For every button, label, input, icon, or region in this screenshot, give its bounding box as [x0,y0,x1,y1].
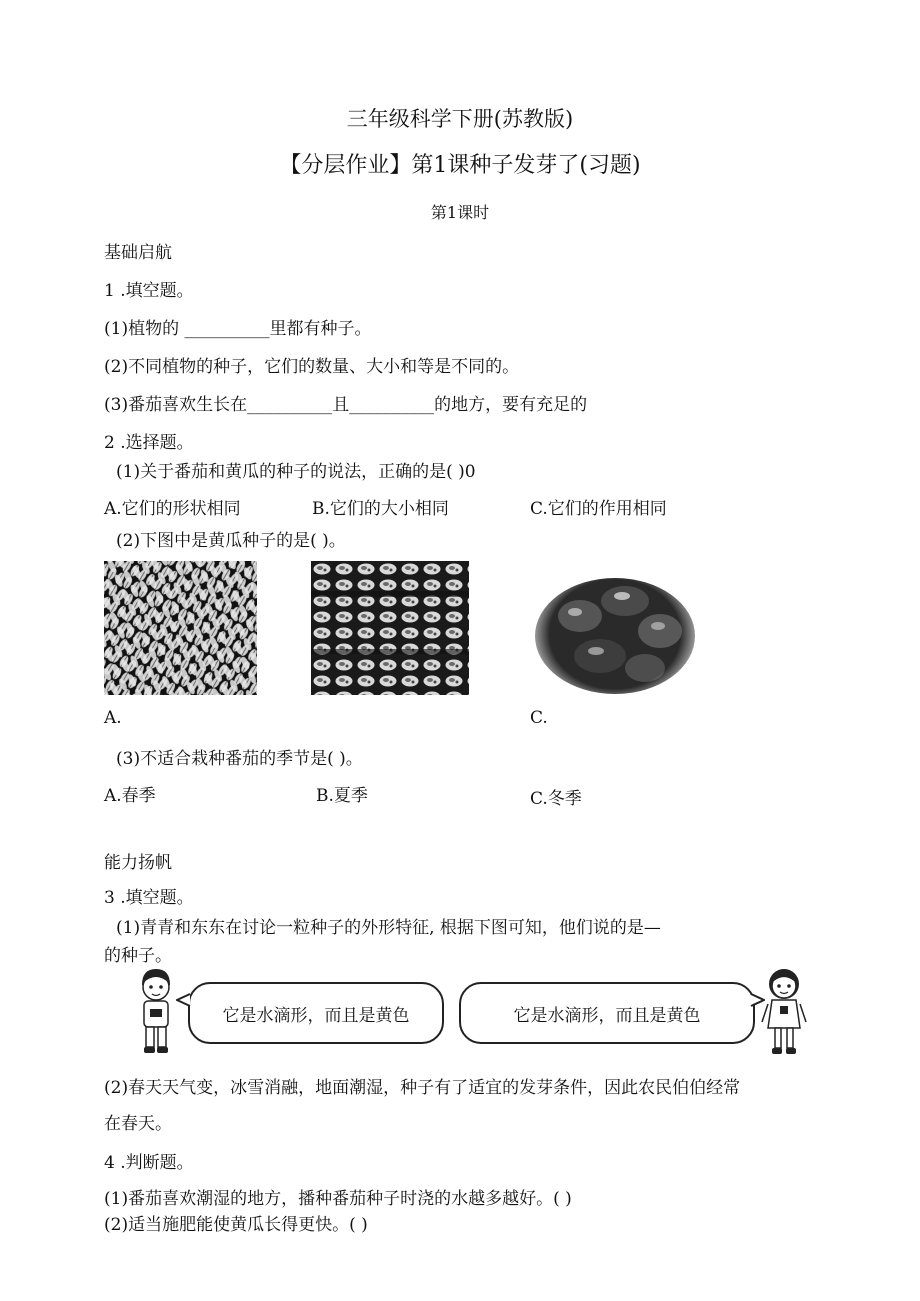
section-heading-ability: 能力扬帆 [104,853,172,873]
lesson-label: 第1课时 [430,203,490,222]
question-1-item-3: (3)番茄喜欢生长在__________且__________的地方，要有充足的 [104,395,588,415]
question-3-1-line-2: 的种子。 [104,946,172,966]
question-2-1-option-a: A.它们的形状相同 [104,499,241,519]
seed-photo-a [104,561,257,695]
question-2-title: 2 .选择题。 [104,433,194,453]
seed-photo-c [530,556,700,698]
question-3-2-line-2: 在春天。 [104,1114,172,1134]
question-2-2-stem: (2)下图中是黄瓜种子的是( )。 [116,531,346,551]
question-3-title: 3 .填空题。 [104,888,194,908]
speech-bubble-left-tail [176,993,192,1007]
question-2-1-option-c: C.它们的作用相同 [530,499,667,519]
question-4-title: 4 .判断题。 [104,1153,194,1173]
question-2-3-stem: (3)不适合栽种番茄的季节是( )。 [116,749,363,769]
question-1-title: 1 .填空题。 [104,281,194,301]
question-1-item-2: (2)不同植物的种子，它们的数量、大小和等是不同的。 [104,357,520,377]
speech-bubble-left [188,982,444,1044]
question-3-2-line-1: (2)春天天气变，冰雪消融，地面潮湿，种子有了适宜的发芽条件，因此农民伯伯经常 [104,1078,741,1098]
question-3-1-line-1: (1)青青和东东在讨论一粒种子的外形特征, 根据下图可知，他们说的是— [116,918,661,938]
question-2-1-option-b: B.它们的大小相同 [312,499,449,519]
document-subtitle: 【分层作业】第1课种子发芽了(习题) [279,153,641,178]
document-title: 三年级科学下册(苏教版) [346,107,574,131]
girl-illustration [760,964,808,1058]
speech-bubble-left-text: 它是水滴形，而且是黄色 [222,1005,410,1026]
question-2-3-option-c: C.冬季 [530,789,582,809]
section-heading-basic: 基础启航 [104,243,172,263]
question-2-3-option-b: B.夏季 [316,786,368,806]
question-4-item-2: (2)适当施肥能使黄瓜长得更快。( ) [104,1215,368,1235]
seed-photo-a-label: A. [104,708,122,728]
speech-bubble-right-text: 它是水滴形，而且是黄色 [513,1005,701,1026]
question-4-item-1: (1)番茄喜欢潮湿的地方，播种番茄种子时浇的水越多越好。( ) [104,1189,572,1209]
boy-illustration [134,967,178,1057]
speech-bubble-right [459,982,755,1044]
question-2-3-option-a: A.春季 [104,786,156,806]
question-2-1-stem: (1)关于番茄和黄瓜的种子的说法，正确的是( )0 [116,462,476,482]
seed-photo-b [311,561,469,695]
question-1-item-1: (1)植物的 __________里都有种子。 [104,319,372,339]
seed-photo-c-label: C. [530,708,548,728]
